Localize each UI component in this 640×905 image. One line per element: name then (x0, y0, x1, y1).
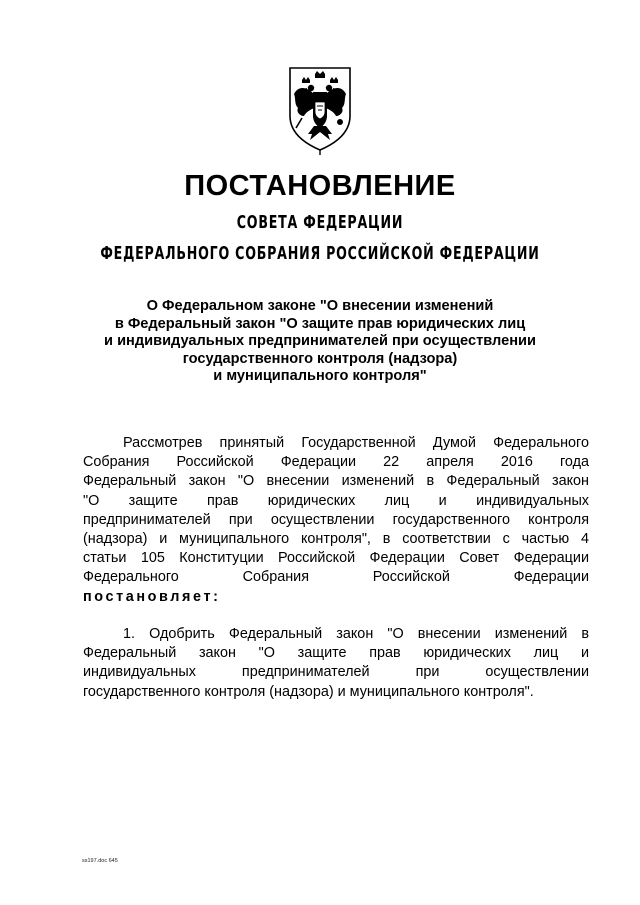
preamble-line: статьи 105 Конституции Российской Федерации Совет Федерации (83, 550, 589, 567)
resolution-item-1 (83, 625, 589, 702)
title-line: государственного контроля (надзора) (182, 350, 458, 367)
title-line: О Федеральном законе "О внесении изменений (146, 298, 494, 314)
preamble-line: Рассмотрев принятый Государственной Думой Федерального (123, 435, 589, 451)
document-title (0, 298, 640, 386)
document-code: ss197.doc 645 (82, 858, 118, 864)
title-line: и муниципального контроля" (213, 368, 427, 385)
preamble-line: Федеральный закон "О внесении изменений в Федеральный закон (83, 473, 589, 490)
issuer-line-2: ФЕДЕРАЛЬНОГО СОБРАНИЯ РОССИЙСКОЙ ФЕДЕРАЦИИ (100, 243, 540, 264)
preamble-line: Федерального Собрания Российской Федерации (83, 569, 589, 586)
preamble-line: "О защите прав юридических лиц и индивидуальных (83, 492, 589, 509)
preamble-line: Собрания Российской Федерации 22 апреля 2016 года (83, 454, 589, 471)
document-type-heading: ПОСТАНОВЛЕНИЕ (184, 170, 456, 202)
resolution-line: государственного контроля (надзора) и муниципального контроля". (83, 683, 534, 700)
title-line: в Федеральный закон "О защите прав юридических лиц (114, 315, 526, 332)
state-emblem-icon (284, 64, 356, 156)
resolves-word: постановляет: (83, 588, 221, 605)
resolution-line: Федеральный закон "О защите прав юридических лиц и (83, 645, 589, 662)
preamble-line: предпринимателей при осуществлении государственного контроля (83, 511, 589, 528)
preamble-paragraph (83, 434, 589, 607)
resolution-line: 1. Одобрить Федеральный закон "О внесении изменений в (123, 626, 589, 642)
title-line: и индивидуальных предпринимателей при осуществлении (104, 333, 536, 350)
issuer-line-1: СОВЕТА ФЕДЕРАЦИИ (236, 212, 404, 233)
preamble-line: (надзора) и муниципального контроля", в соответствии с частью 4 (83, 531, 589, 548)
resolution-line: индивидуальных предпринимателей при осуществлении (83, 664, 589, 681)
